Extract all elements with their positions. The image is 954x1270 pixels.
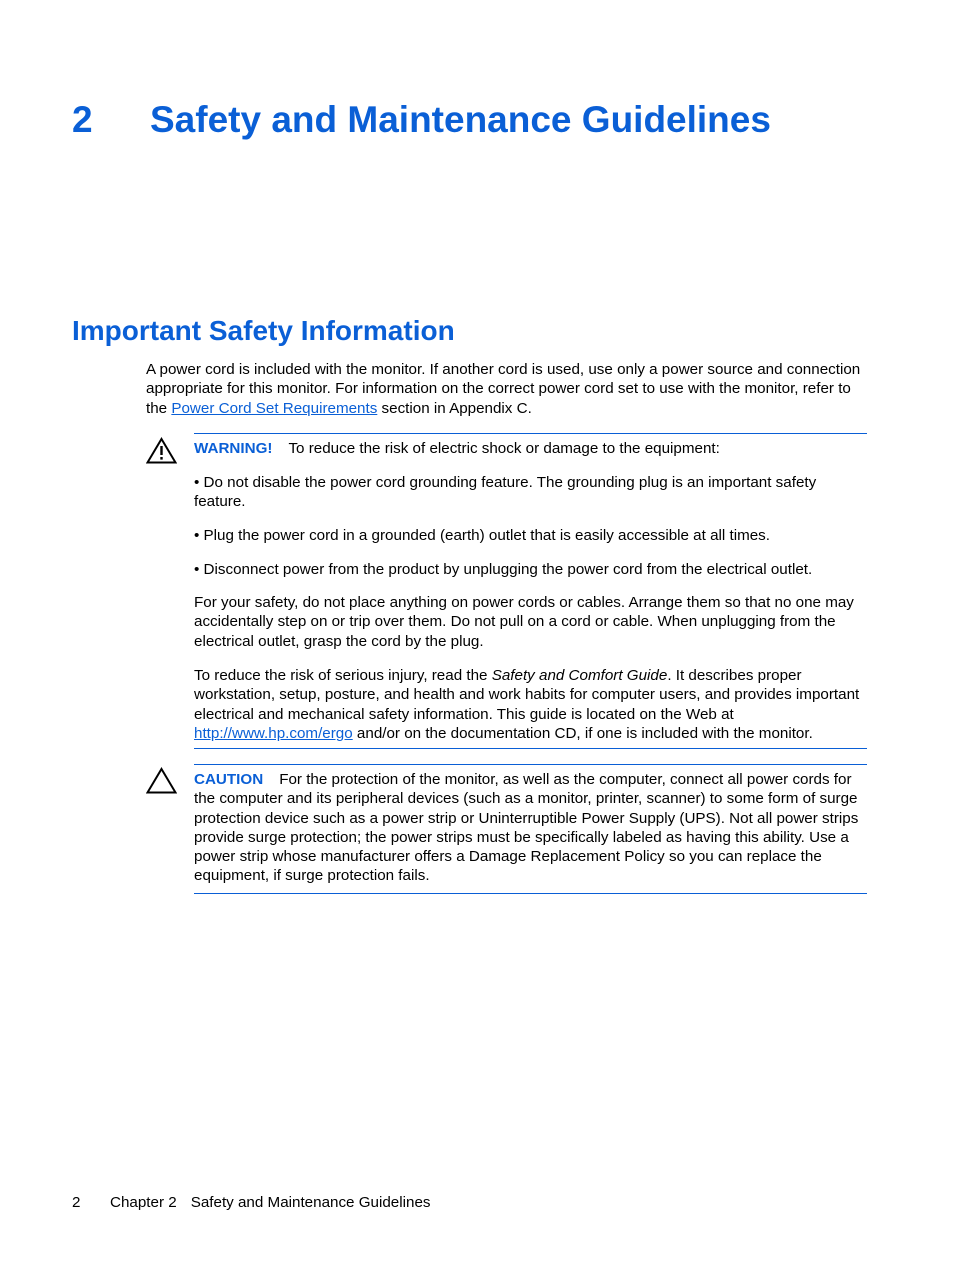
footer-chapter-title: Safety and Maintenance Guidelines bbox=[190, 1194, 431, 1211]
intro-paragraph bbox=[146, 360, 868, 418]
chapter-number: 2 bbox=[72, 99, 93, 140]
guide-title: Safety and Comfort Guide bbox=[491, 667, 668, 684]
warning-bottom-rule bbox=[194, 748, 867, 749]
ergo-link[interactable]: http://www.hp.com/ergo bbox=[194, 724, 353, 742]
intro-text-after: section in Appendix C. bbox=[377, 399, 532, 417]
guide-text-before: To reduce the risk of serious injury, read the bbox=[194, 667, 492, 684]
chapter-title bbox=[72, 96, 771, 144]
caution-triangle-icon bbox=[146, 767, 177, 794]
caution-text: For the protection of the monitor, as well as the computer, connect all power cords for the computer and its peripheral devices (such as a monitor, printer, scanner) to some form of surge protection device such as a power strip or Uninterruptible Power Supply (UPS). Not all power strips provide surge protection; the power strips must be specifically labeled as having this ability. Use a power strip whose manufacturer offers a Damage Replacement Policy so you can replace the equipment, if surge protection fails. bbox=[194, 771, 859, 885]
warning-lead-text: To reduce the risk of electric shock or damage to the equipment: bbox=[288, 440, 720, 457]
caution-label: CAUTION bbox=[194, 771, 264, 788]
warning-bullet-2: • Plug the power cord in a grounded (earth) outlet that is easily accessible at all times. bbox=[194, 527, 770, 544]
warning-triangle-icon bbox=[146, 437, 177, 464]
power-cord-link[interactable]: Power Cord Set Requirements bbox=[171, 399, 378, 417]
caution-paragraph bbox=[194, 770, 868, 886]
warning-label: WARNING! bbox=[194, 440, 273, 457]
chapter-title-text: Safety and Maintenance Guidelines bbox=[150, 99, 771, 140]
warning-safety-paragraph: For your safety, do not place anything on power cords or cables. Arrange them so that no one may accidentally step on or trip over them. Do not pull on a cord or cable. When unplugging from the electrical outlet, grasp the cord by the plug. bbox=[194, 594, 854, 650]
footer-page-number: 2 bbox=[72, 1194, 81, 1211]
footer-chapter-label: Chapter 2 bbox=[110, 1194, 177, 1211]
caution-top-rule bbox=[194, 764, 867, 765]
warning-guide-paragraph bbox=[194, 666, 868, 743]
warning-bullet-1: • Do not disable the power cord grounding feature. The grounding plug is an important safety feature. bbox=[194, 474, 817, 511]
section-title: Important Safety Information bbox=[72, 315, 455, 346]
caution-bottom-rule bbox=[194, 893, 867, 894]
page-footer bbox=[72, 1193, 431, 1212]
warning-top-rule bbox=[194, 433, 867, 434]
guide-text-after: and/or on the documentation CD, if one is included with the monitor. bbox=[352, 724, 813, 742]
warning-bullet-3: • Disconnect power from the product by unplugging the power cord from the electrical outlet. bbox=[194, 561, 813, 578]
warning-lead bbox=[194, 439, 868, 458]
intro-text-before: A power cord is included with the monitor. If another cord is used, use only a power source and connection appropriate for this monitor. For information on the correct power cord set to use with the monitor, refer to the bbox=[146, 361, 861, 417]
guide-text-middle: . It describes proper workstation, setup, posture, and health and work habits for computer users, and provides important electrical and mechanical safety information. This guide is located on the Web at bbox=[194, 667, 860, 723]
